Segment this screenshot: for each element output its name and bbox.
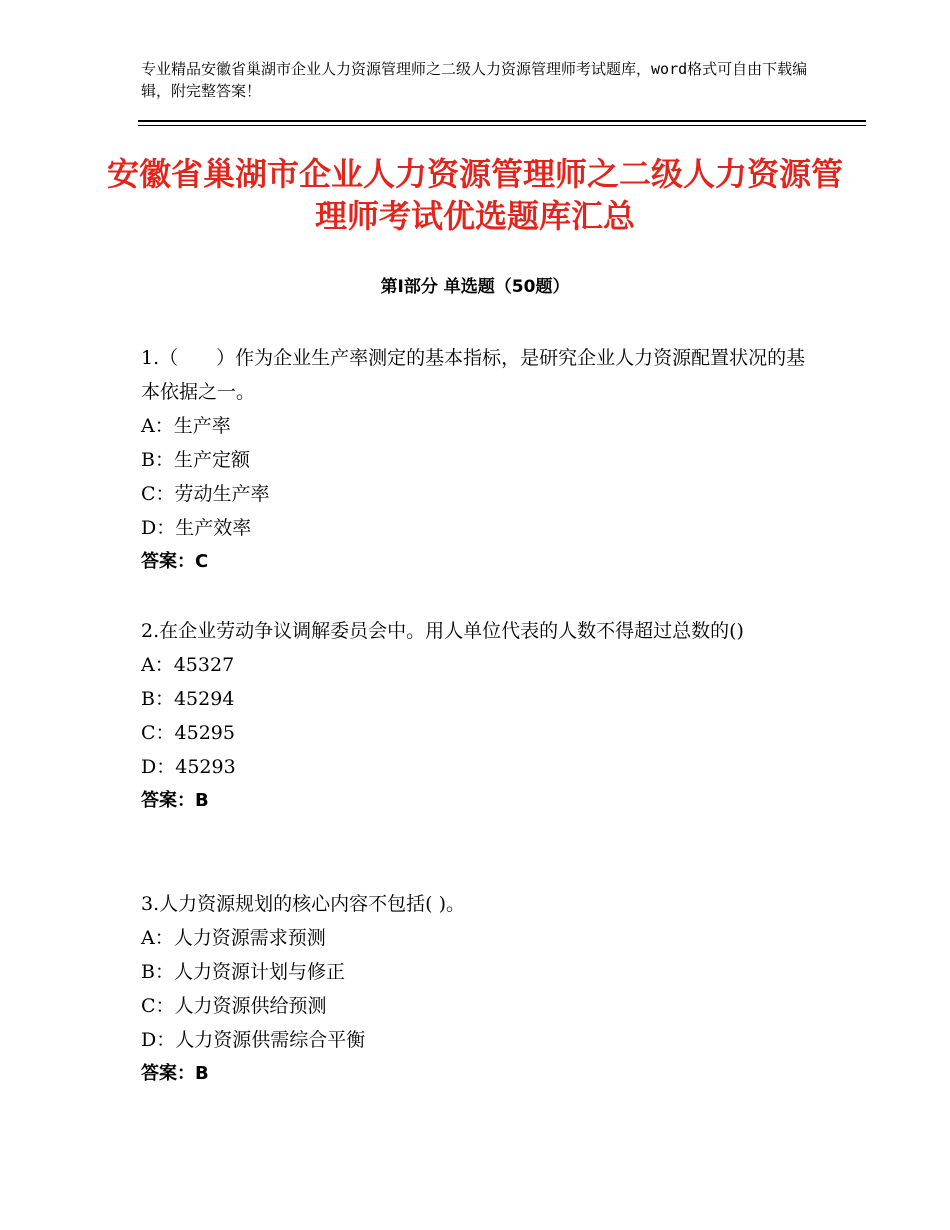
header-note: 专业精品安徽省巢湖市企业人力资源管理师之二级人力资源管理师考试题库，word格式可自由下载编辑，附完整答案！ xyxy=(141,60,808,100)
option-c: C：45295 xyxy=(141,722,235,744)
option-d: D：45293 xyxy=(141,756,236,778)
option-b: B：人力资源计划与修正 xyxy=(141,961,345,983)
option-d: D：生产效率 xyxy=(141,517,252,539)
option-b: B：45294 xyxy=(141,688,235,710)
question-2 xyxy=(141,614,821,818)
document-title: 安徽省巢湖市企业人力资源管理师之二级人力资源管理师考试优选题库汇总 xyxy=(106,155,843,235)
option-a: A：生产率 xyxy=(141,415,231,437)
question-stem: 1.（ ）作为企业生产率测定的基本指标，是研究企业人力资源配置状况的基本依据之一。 xyxy=(141,347,806,403)
header-rule-thin xyxy=(138,125,866,126)
question-1 xyxy=(141,341,821,579)
option-a: A：人力资源需求预测 xyxy=(141,927,326,949)
option-c: C：人力资源供给预测 xyxy=(141,995,327,1017)
answer: 答案：C xyxy=(141,551,209,572)
question-3 xyxy=(141,887,821,1091)
option-a: A：45327 xyxy=(141,654,235,676)
answer: 答案：B xyxy=(141,790,209,811)
option-c: C：劳动生产率 xyxy=(141,483,270,505)
header-rule-thick xyxy=(138,120,866,122)
answer: 答案：B xyxy=(141,1063,209,1084)
question-stem: 2.在企业劳动争议调解委员会中。用人单位代表的人数不得超过总数的() xyxy=(141,620,744,642)
question-stem: 3.人力资源规划的核心内容不包括( )。 xyxy=(141,893,465,915)
section-heading: 第I部分 单选题（50题） xyxy=(380,277,570,297)
option-b: B：生产定额 xyxy=(141,449,250,471)
option-d: D：人力资源供需综合平衡 xyxy=(141,1029,366,1051)
